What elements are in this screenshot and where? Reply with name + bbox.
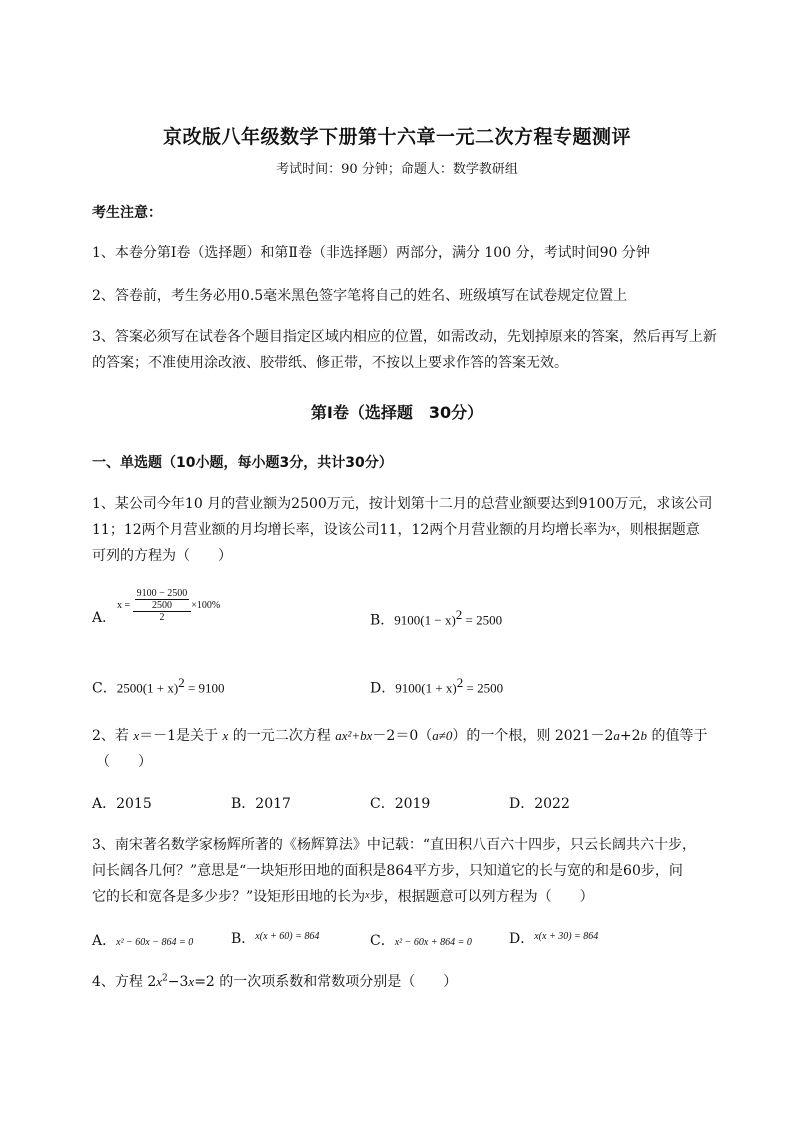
q3-line-3-text: 它的长和宽各是多少步？”设矩形田地的长为 [92, 889, 366, 905]
q1-option-a-tail: ×100% [191, 600, 221, 611]
q1-option-a [117, 588, 220, 623]
q1-option-b [370, 607, 502, 630]
q2-equation: ax²+bx [335, 728, 373, 743]
exam-info: 考试时间：90 分钟；命题人：数学教研组 [276, 162, 518, 177]
q2-option-a: A．2015 [92, 796, 152, 812]
q3-line-2: 问长阔各几何？”意思是“一块矩形田地的面积是864平方步，只知道它的长与宽的和是60步，问 [92, 863, 683, 879]
q1-option-a-inner-num: 9100 − 2500 [136, 588, 188, 599]
q4-text-pre: 4、方程 2 [92, 974, 157, 990]
q1-option-a-inner-den: 2500 [151, 600, 172, 611]
notice-heading: 考生注意： [92, 205, 162, 221]
q2-condition: a≠0 [432, 728, 453, 743]
notice-item-2: 2、答卷前，考生务必用0.5毫米黑色签字笔将自己的姓名、班级填写在试卷规定位置上 [92, 288, 628, 304]
q1-line-2-tail: ，则根据题意 [615, 522, 700, 538]
section-title: 第Ⅰ卷（选择题 30分） [310, 403, 484, 422]
q3-option-c [370, 930, 472, 950]
q1-line-3: 可列的方程为（ ） [92, 548, 232, 564]
q3-option-a [92, 930, 193, 950]
q1-option-c-label: C． [92, 680, 117, 697]
q1-option-a-numerator [133, 588, 192, 611]
q1-option-a-denominator: 2 [159, 612, 165, 623]
q1-option-b-expr: 9100(1 − x) [394, 612, 456, 628]
q2-line-1 [92, 725, 707, 745]
q1-option-a-fraction [133, 588, 192, 623]
q3-option-c-expr: x² − 60x + 864 = 0 [394, 937, 472, 948]
q1-option-d [370, 675, 503, 698]
q1-option-c-rhs: = 9100 [184, 680, 225, 696]
q2-var-x-2: x [222, 728, 229, 743]
q2-option-b: B．2017 [231, 796, 291, 812]
q1-var: x [611, 523, 616, 534]
q4-line-1 [92, 971, 457, 991]
q1-option-a-lhs: x = [117, 600, 131, 611]
q3-option-c-label: C． [370, 933, 395, 949]
notice-item-3: 3、答案必须写在试卷各个题目指定区域内相应的位置，如需改动，先划掉原来的答案，然后再写上新 [92, 329, 717, 345]
q3-line-1: 3、南宋著名数学家杨辉所著的《杨辉算法》中记载：“直田积八百六十四步，只云长阔共六十步， [92, 837, 697, 853]
q2-text-b: ＝－1是关于 [139, 728, 223, 744]
q3-option-b [231, 928, 319, 948]
q3-var: x [365, 890, 370, 901]
q1-option-d-label: D． [370, 680, 396, 697]
q1-option-b-label: B． [370, 612, 395, 629]
q3-option-a-label: A． [92, 933, 117, 949]
q3-option-d [509, 928, 598, 948]
q1-option-b-exp: 2 [455, 607, 463, 622]
q2-var-b: b [640, 728, 648, 743]
q1-option-c-exp: 2 [178, 675, 185, 690]
page-title: 京改版八年级数学下册第十六章一元二次方程专题测评 [162, 126, 631, 148]
q1-option-d-rhs: = 2500 [463, 680, 504, 696]
q1-option-d-exp: 2 [456, 675, 464, 690]
q2-option-c: C．2019 [370, 796, 431, 812]
q2-text-e: ）的一个根，则 2021－2 [452, 728, 614, 744]
q1-option-a-label: A． [92, 610, 117, 626]
q2-var-x: x [133, 728, 140, 743]
q2-text-a: 2、若 [92, 728, 134, 744]
q2-text-d: －2＝0（ [372, 728, 433, 744]
q2-plus-2: +2 [619, 728, 641, 744]
q4-exp: 2 [162, 973, 168, 984]
q4-text-mid: −3 [167, 974, 189, 990]
notice-item-1: 1、本卷分第Ⅰ卷（选择题）和第Ⅱ卷（非选择题）两部分，满分 100 分，考试时间90 分钟 [92, 245, 650, 261]
q1-option-c-expr: 2500(1 + x) [116, 680, 179, 696]
q4-var-x: x [156, 974, 163, 989]
q4-var-x-2: x [188, 974, 195, 989]
q1-option-a-inner-fraction [135, 588, 190, 611]
q3-line-3 [92, 886, 594, 906]
q1-line-1: 1、某公司今年10 月的营业额为2500万元，按计划第十二月的总营业额要达到9100万元，求该公司 [92, 496, 713, 512]
notice-item-3-cont: 的答案；不准使用涂改液、胶带纸、修正带，不按以上要求作答的答案无效。 [92, 355, 568, 371]
q1-option-c [92, 675, 225, 698]
q1-option-b-rhs: = 2500 [462, 612, 503, 628]
q2-line-2: （ ） [96, 754, 152, 770]
q2-var-a: a [613, 728, 620, 743]
q3-option-a-expr: x² − 60x − 864 = 0 [116, 937, 194, 948]
q2-text-f: 的值等于 [647, 728, 708, 744]
q1-line-2 [92, 519, 700, 539]
q3-option-b-label: B． [231, 931, 256, 947]
part-heading: 一、单选题（10小题，每小题3分，共计30分） [92, 455, 393, 471]
q2-option-d: D．2022 [509, 796, 570, 812]
q2-text-c: 的一元二次方程 [228, 728, 336, 744]
q1-option-d-expr: 9100(1 + x) [395, 680, 457, 696]
q3-option-d-label: D． [509, 931, 535, 947]
q4-text-post: =2 的一次项系数和常数项分别是（ ） [194, 974, 458, 990]
q1-line-2-text: 11；12两个月营业额的月均增长率，设该公司11，12两个月营业额的月均增长率为 [92, 522, 612, 538]
q3-option-b-expr: x(x + 60) = 864 [255, 931, 320, 942]
q3-option-d-expr: x(x + 30) = 864 [534, 931, 599, 942]
q3-line-3-tail: 步，根据题意可以列方程为（ ） [369, 889, 594, 905]
